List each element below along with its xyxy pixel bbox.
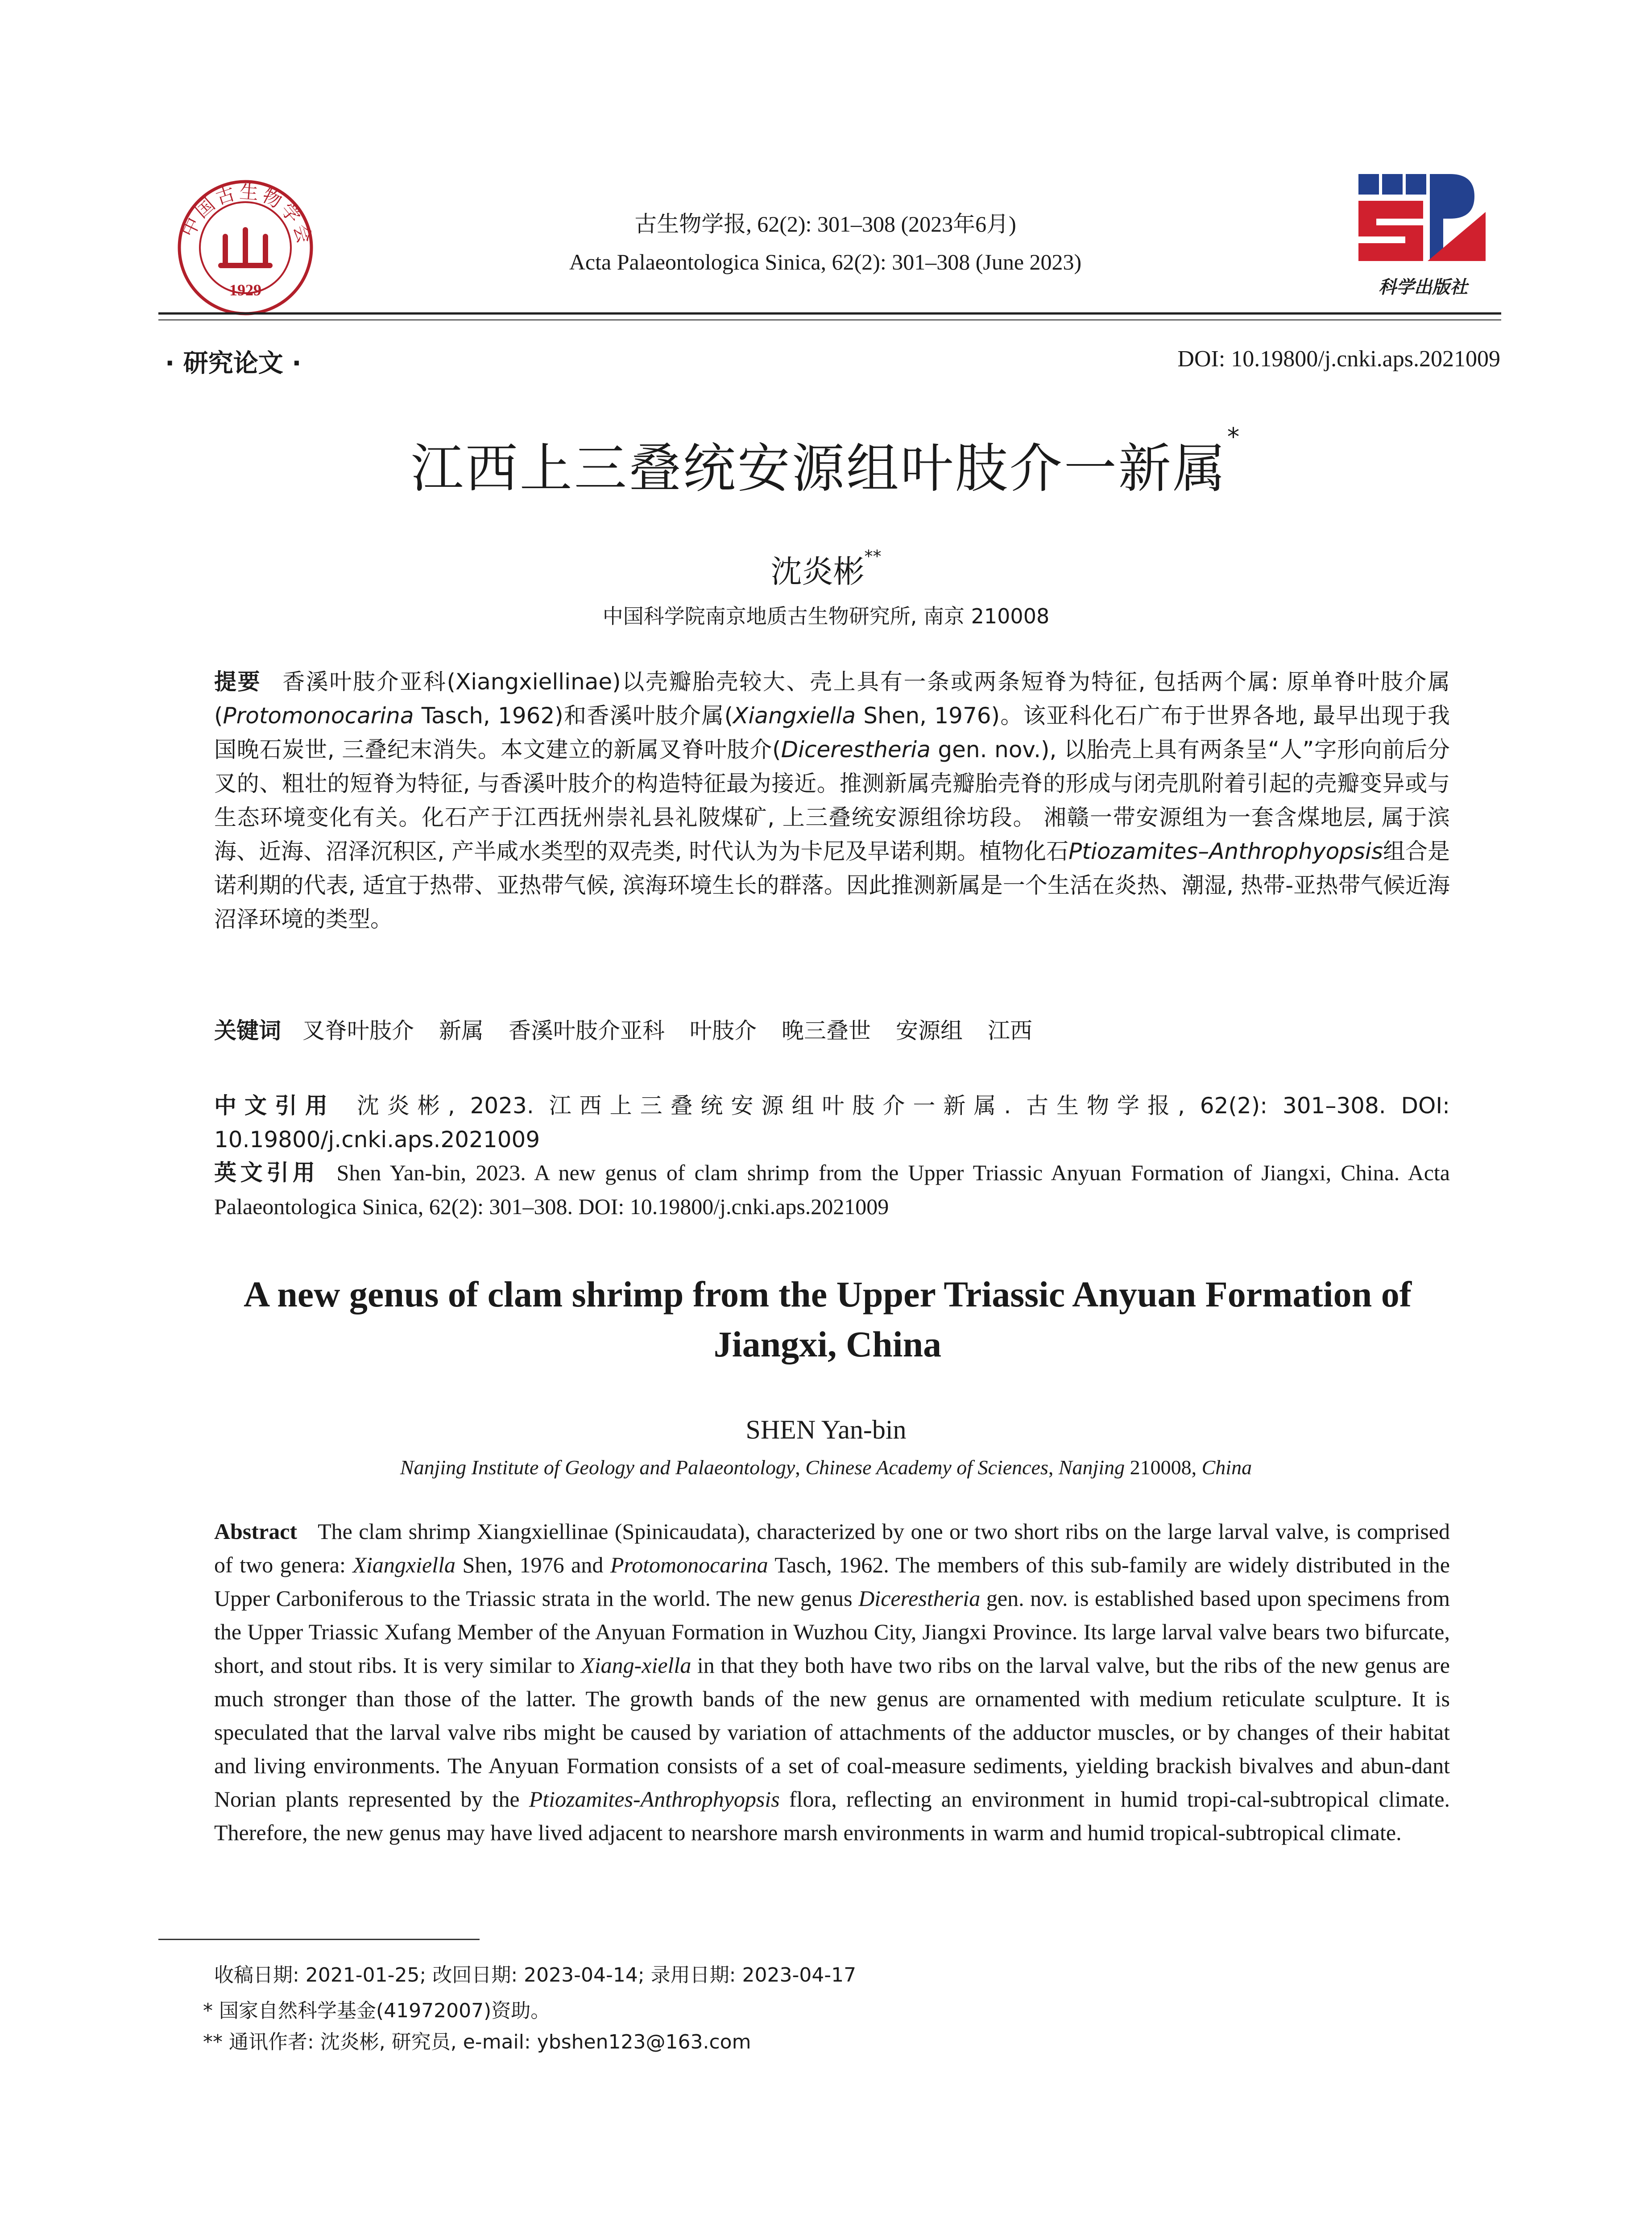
- genus-name: Protomonocarina: [223, 703, 414, 729]
- abstract-cn-text: 香溪叶肢介亚科(Xiangxiellinae)以壳瓣胎壳较大、壳上具有一条或两条短脊为特征, 包括两个属: 原单脊叶肢介属(: [214, 669, 1450, 729]
- affiliation-country: China: [1201, 1456, 1252, 1479]
- citation-cn-label: 中文引用: [214, 1093, 335, 1119]
- section-label: · 研究论文 ·: [165, 349, 302, 378]
- genus-name: Dicerestheria: [781, 737, 931, 763]
- abstract-cn-text: Tasch, 1962)和香溪叶肢介属(: [414, 703, 733, 729]
- header-rule: [158, 312, 1501, 315]
- citation-cn-text: 沈炎彬, 2023. 江西上三叠统安源组叶肢介一新属. 古生物学报, 62(2): 301–308. DOI: 10.19800/j.cnki.aps.2021009: [214, 1093, 1450, 1153]
- citation-en-text: Shen Yan-bin, 2023. A new genus of clam shrimp from the Upper Triassic Anyuan Formation of Jiangxi, China. Acta Palaeontologica Sinica, 62(2): 301–308. DOI: 10.19800/j.cnki.aps.2021009: [214, 1160, 1450, 1219]
- science-press-logo: [1356, 172, 1490, 301]
- citation-en: [214, 1156, 1450, 1223]
- keyword[interactable]: 安源组: [896, 1018, 963, 1044]
- abstract-cn: [214, 665, 1450, 936]
- title-footnote-mark[interactable]: *: [1227, 423, 1242, 451]
- author-cn: [0, 547, 1652, 592]
- genus-name: Xiangxiella: [352, 1552, 455, 1577]
- author-cn-name: 沈炎彬: [770, 553, 865, 590]
- keywords-cn: [214, 1014, 1450, 1048]
- affiliation-academy: Chinese Academy of Sciences: [805, 1456, 1048, 1479]
- seal-ring-text: 中国古生物学会: [177, 180, 315, 249]
- title-cn-text: 江西上三叠统安源组叶肢介一新属: [410, 438, 1227, 499]
- footnote-funding: * 国家自然科学基金(41972007)资助。: [203, 1999, 551, 2022]
- footnote-rule: [158, 1939, 480, 1940]
- abstract-cn-text: gen. nov.), 以胎壳上具有两条呈“人”字形向前后分叉的、粗壮的短脊为特征, 与香溪叶肢介的构造特征最为接近。推测新属壳瓣胎壳脊的形成与闭壳肌附着引起的壳瓣变异或与生态环境变化有关。化石产于江西抚州崇礼县礼陂煤矿, 上三叠统安源组徐坊段。 湘赣一带安源组为一套含煤地层, 属于滨海、近海、沼泽沉积区, 产半咸水类型的双壳类, 时代认为为卡尼及早诺利期。植物化石: [214, 737, 1450, 864]
- genus-name: Dicerestheria: [858, 1586, 981, 1611]
- abstract-en-text: Tasch, 1962. The members of this sub-family are widely distributed in the Upper Carboniferous to the Triassic strata in the world. The new genus: [214, 1552, 1450, 1611]
- keyword[interactable]: 叉脊叶肢介: [302, 1018, 414, 1044]
- keyword[interactable]: 晚三叠世: [782, 1018, 871, 1044]
- journal-name-en: Acta Palaeontologica Sinica, 62(2): 301–308 (June 2023): [569, 249, 1082, 274]
- abstract-cn-label: 提要: [214, 669, 261, 695]
- keywords-label: 关键词: [214, 1018, 281, 1044]
- affiliation-en: Nanjing Institute of Geology and Palaeontology, Chinese Academy of Sciences, Nanjing 210008, China: [400, 1456, 1252, 1479]
- society-seal-logo: [176, 178, 315, 317]
- header-rule-thin: [158, 319, 1501, 320]
- citation-en-label: 英文引用: [214, 1160, 319, 1186]
- author-footnote-mark[interactable]: **: [864, 547, 882, 566]
- journal-header: [402, 205, 1249, 281]
- press-caption: 科学出版社: [1379, 277, 1468, 298]
- abstract-en-text: gen. nov. is established based upon specimens from the Upper Triassic Xufang Member of the Anyuan Formation in Wuzhou City, Jiangxi Province. Its large larval valve bears two bifurcate, short, and stout ribs. It is very similar to: [214, 1586, 1450, 1678]
- author-en: SHEN Yan-bin: [745, 1415, 907, 1444]
- affiliation-institute: Nanjing Institute of Geology and Palaeontology: [400, 1456, 795, 1479]
- doi-link[interactable]: DOI: 10.19800/j.cnki.aps.2021009: [1177, 346, 1500, 372]
- affiliation-city: Nanjing: [1058, 1456, 1125, 1479]
- genus-name: Xiangxiella: [733, 703, 856, 729]
- article-title-en: A new genus of clam shrimp from the Upper Triassic Anyuan Formation of Jiangxi, China: [244, 1274, 1412, 1364]
- abstract-en: [214, 1515, 1450, 1849]
- abstract-cn-text: Shen, 1976)。该亚科化石广布于世界各地, 最早出现于我国晚石炭世, 三叠纪末消失。本文建立的新属叉脊叶肢介(: [214, 703, 1450, 763]
- affiliation-cn: 中国科学院南京地质古生物研究所, 南京 210008: [602, 604, 1050, 628]
- flora-name: Ptiozamites-Anthrophyopsis: [529, 1787, 780, 1812]
- abstract-en-label: Abstract: [214, 1519, 298, 1544]
- abstract-en-text: flora, reflecting an environment in humid tropi-cal-subtropical climate. Therefore, the new genus may have lived adjacent to nearshore marsh environments in warm and humid tropical-subtropical climate.: [214, 1787, 1450, 1845]
- keyword[interactable]: 叶肢介: [690, 1018, 757, 1044]
- article-title-cn: [0, 423, 1652, 502]
- journal-name-cn: 古生物学报, 62(2): 301–308 (2023年6月): [634, 211, 1016, 236]
- genus-name: Protomonocarina: [610, 1552, 768, 1577]
- abstract-en-text: in that they both have two ribs on the larval valve, but the ribs of the new genus are much stronger than those of the latter. The growth bands of the new genus are ornamented with medium reticulate sculpture. It is speculated that the larval valve ribs might be caused by variation of attachments of the adductor muscles, or by changes of their habitat and living environments. The Anyuan Formation consists of a set of coal-measure sediments, yielding brackish bivalves and abun-dant Norian plants represented by the: [214, 1653, 1450, 1812]
- flora-name: Ptiozamites–Anthrophyopsis: [1068, 838, 1383, 864]
- keyword[interactable]: 江西: [988, 1018, 1032, 1044]
- keyword[interactable]: 新属: [439, 1018, 484, 1044]
- keyword[interactable]: 香溪叶肢介亚科: [509, 1018, 665, 1044]
- footnote-dates: 收稿日期: 2021-01-25; 改回日期: 2023-04-14; 录用日期: 2023-04-17: [214, 1964, 857, 1986]
- seal-year: 1929: [229, 281, 261, 299]
- footnote-corresponding[interactable]: ** 通讯作者: 沈炎彬, 研究员, e-mail: ybshen123@163.com: [203, 2031, 751, 2053]
- abstract-cn-text: 组合是诺利期的代表, 适宜于热带、亚热带气候, 滨海环境生长的群落。因此推测新属是一个生活在炎热、潮湿, 热带-亚热带气候近海沼泽环境的类型。: [214, 838, 1450, 932]
- affiliation-postcode: 210008: [1130, 1456, 1192, 1479]
- abstract-en-text: The clam shrimp Xiangxiellinae (Spinicaudata), characterized by one or two short ribs on the large larval valve, is comprised of two genera:: [214, 1519, 1450, 1577]
- citation-cn: [214, 1089, 1450, 1157]
- genus-name: Xiang-xiella: [581, 1653, 691, 1678]
- abstract-en-text: Shen, 1976 and: [455, 1552, 610, 1577]
